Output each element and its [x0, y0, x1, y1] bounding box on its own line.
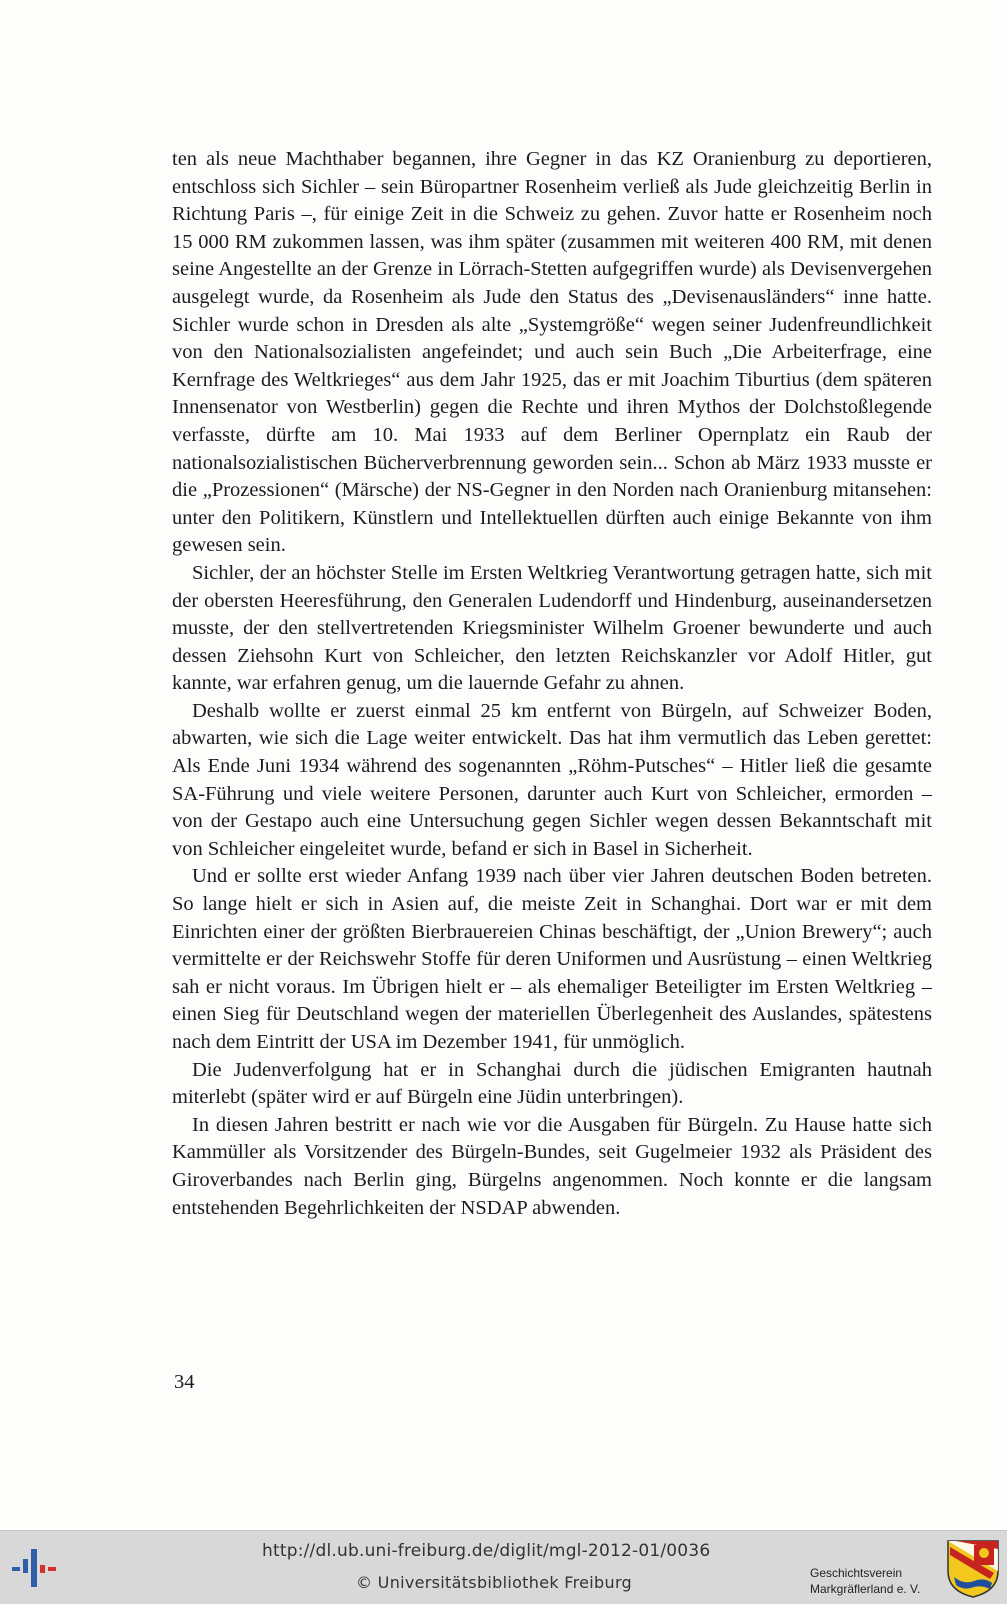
paragraph: Die Judenverfolgung hat er in Schanghai durch die jüdischen Emigranten hautnah miterlebt (später wird er auf Bürgeln eine Jüdin unterbringen). [172, 1058, 932, 1109]
paragraph: Deshalb wollte er zuerst einmal 25 km entfernt von Bürgeln, auf Schweizer Boden, abwarten, wie sich die Lage weiter entwickelt. Das hat ihm vermutlich das Leben gerettet: Als Ende Juni 1934 während des sogenannten „Röhm-Putsches“ – Hitler ließ die gesamte SA-Führung und viele weitere Personen, darunter auch Kurt von Schleicher, ermorden – von der Gestapo auch eine Untersuchung gegen Sichler wegen dessen Bekanntschaft mit von Schleicher eingeleitet wurde, befand er sich in Basel in Sicherheit. [172, 699, 932, 860]
paragraph: Und er sollte erst wieder Anfang 1939 nach über vier Jahren deutschen Boden betreten. So lange hielt er sich in Asien auf, die meiste Zeit in Schanghai. Dort war er mit dem Einrichten einer der größten Bierbrauereien Chinas beschäftigt, der „Union Brewery“; auch vermittelte er der Reichswehr Stoffe für deren Uniformen und Ausrüstung – einen Weltkrieg sah er nicht voraus. Im Übrigen hielt er – als ehemaliger Beteiligter im Ersten Weltkrieg – einen Sieg für Deutschland wegen der materiellen Überlegenheit des Auslandes, spätestens nach dem Eintritt der USA im Dezember 1941, für unmöglich. [172, 865, 932, 1053]
page-number: 34 [174, 1371, 195, 1393]
society-name-line2: Markgräflerland e. V. [810, 1582, 921, 1596]
body-text [172, 146, 932, 1222]
copyright-notice: © Universitätsbibliothek Freiburg [356, 1573, 632, 1592]
library-logo-icon[interactable] [10, 1545, 62, 1591]
society-name [810, 1565, 940, 1597]
coat-of-arms-icon [944, 1537, 1002, 1599]
footer-bar [0, 1530, 1007, 1604]
paragraph: ten als neue Machthaber begannen, ihre Gegner in das KZ Oranienburg zu deportieren, entschloss sich Sichler – sein Büropartner Rosenheim verließ als Jude gleichzeitig Berlin in Richtung Paris –, für einige Zeit in die Schweiz zu gehen. Zuvor hatte er Rosenheim noch 15 000 RM zukommen lassen, was ihm später (zusammen mit weiteren 400 RM, mit denen seine Angestellte an der Grenze in Lörrach-Stetten aufgegriffen wurde) als Devisenvergehen ausgelegt wurde, da Rosenheim als Jude den Status des „Devisenausländers“ inne hatte. Sichler wurde schon in Dresden als alte „Systemgröße“ wegen seiner Judenfreundlichkeit von den Nationalsozialisten angefeindet; und auch sein Buch „Die Arbeiterfrage, eine Kernfrage des Weltkrieges“ aus dem Jahr 1925, das er mit Joachim Tiburtius (dem späteren Innensenator von Westberlin) gegen die Rechte und ihren Mythos der Dolchstoßlegende verfasste, dürfte am 10. Mai 1933 auf dem Berliner Opernplatz ein Raub der nationalsozialistischen Bücherverbrennung geworden sein... Schon ab März 1933 musste er die „Prozessionen“ (Märsche) der NS-Gegner in den Norden nach Oranienburg mitansehen: unter den Politikern, Künstlern und Intellektuellen dürften auch einige Bekannte von ihm gewesen sein. [172, 148, 932, 557]
paragraph: In diesen Jahren bestritt er nach wie vor die Ausgaben für Bürgeln. Zu Hause hatte sich Kammüller als Vorsitzender des Bürgeln-Bundes, seit Gugelmeier 1932 als Präsident des Giroverbandes nach Berlin ging, Bürgelns angenommen. Noch konnte er die langsam entstehenden Begehrlichkeiten der NSDAP abwenden. [172, 1113, 932, 1219]
society-name-line1: Geschichtsverein [810, 1566, 903, 1580]
source-url-link[interactable]: http://dl.ub.uni-freiburg.de/diglit/mgl-2012-01/0036 [262, 1541, 711, 1561]
paragraph: Sichler, der an höchster Stelle im Ersten Weltkrieg Verantwortung getragen hatte, sich mit der obersten Heeresführung, den Generalen Ludendorff und Hindenburg, auseinandersetzen musste, der den stellvertretenden Kriegsminister Wilhelm Groener bewunderte und auch dessen Ziehsohn Kurt von Schleicher, den letzten Reichskanzler vor Adolf Hitler, gut kannte, war erfahren genug, um die lauernde Gefahr zu ahnen. [172, 561, 932, 695]
